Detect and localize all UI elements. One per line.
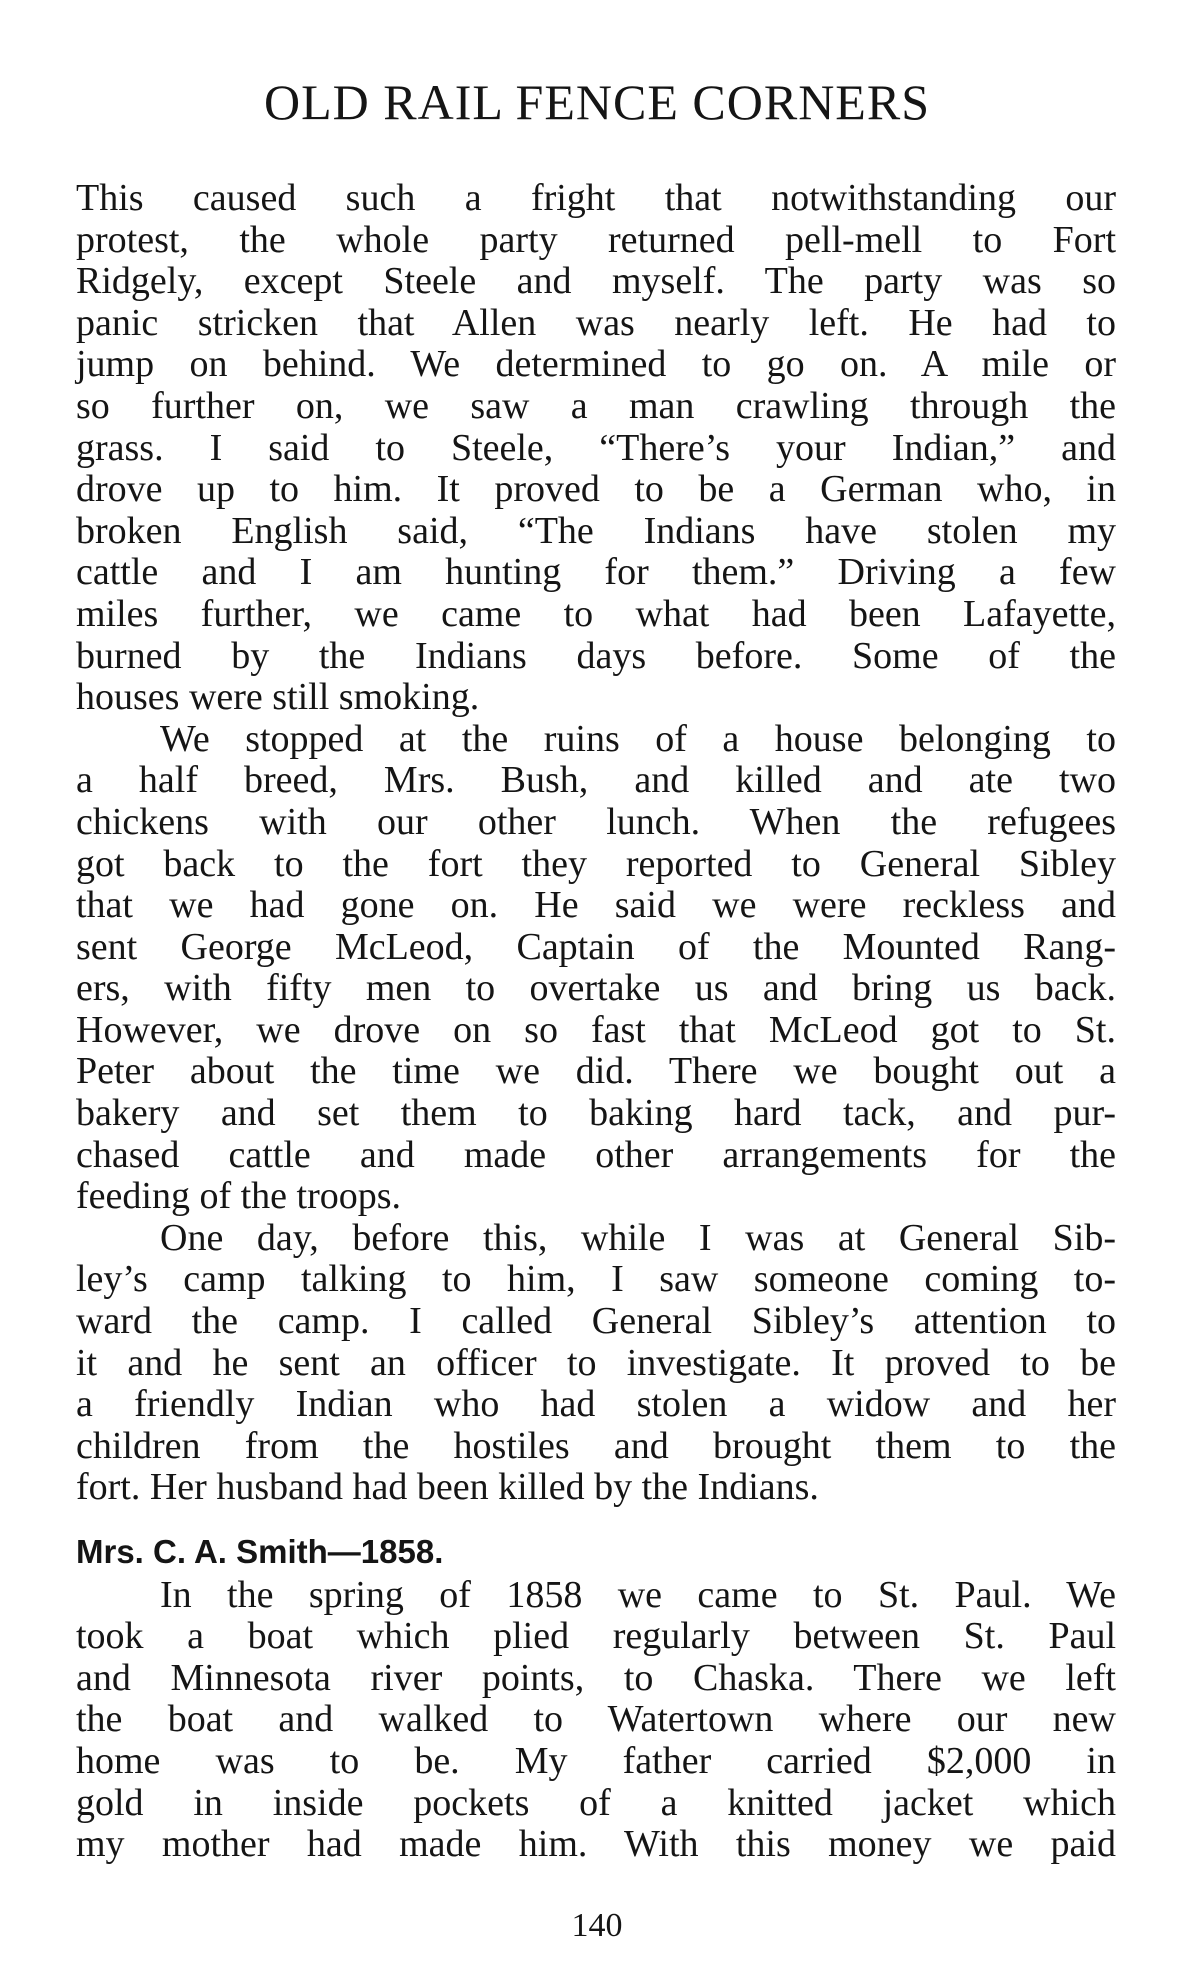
text-line: We stopped at the ruins of a house belonging to: [160, 717, 1116, 760]
text-line: sent George McLeod, Captain of the Mounted Rang-: [76, 925, 1116, 968]
text-line: ward the camp. I called General Sibley’s attention to: [76, 1300, 1116, 1343]
text-line: This caused such a fright that notwithstanding our: [76, 177, 1116, 219]
paragraph-2: [76, 719, 1116, 1218]
text-line: feeding of the troops.: [76, 1175, 402, 1218]
text-line: home was to be. My father carried $2,000 in: [76, 1739, 1116, 1782]
paragraph-3: [76, 1218, 1116, 1509]
text-line: and Minnesota river points, to Chaska. There we left: [76, 1656, 1116, 1699]
text-line: drove up to him. It proved to be a German who, in: [76, 468, 1116, 511]
text-line: grass. I said to Steele, “There’s your Indian,” and: [76, 426, 1116, 469]
text-line: chickens with our other lunch. When the refugees: [76, 800, 1116, 843]
text-line: jump on behind. We determined to go on. A mile or: [76, 343, 1116, 386]
text-line: ers, with fifty men to overtake us and bring us back.: [76, 967, 1116, 1010]
text-line: houses were still smoking.: [76, 676, 480, 719]
text-line: children from the hostiles and brought them to the: [76, 1424, 1116, 1467]
text-line: Ridgely, except Steele and myself. The party was so: [76, 260, 1116, 303]
text-line: protest, the whole party returned pell-mell to Fort: [76, 218, 1116, 261]
text-line: my mother had made him. With this money we paid: [76, 1823, 1116, 1866]
text-line: it and he sent an officer to investigate. It proved to be: [76, 1341, 1116, 1384]
text-line: so further on, we saw a man crawling through the: [76, 384, 1116, 427]
text-line: Peter about the time we did. There we bought out a: [76, 1050, 1116, 1093]
text-line: a half breed, Mrs. Bush, and killed and ate two: [76, 759, 1116, 802]
text-line: the boat and walked to Watertown where our new: [76, 1698, 1116, 1741]
text-line: chased cattle and made other arrangements for the: [76, 1133, 1116, 1176]
text-line: In the spring of 1858 we came to St. Paul. We: [160, 1573, 1116, 1616]
paragraph-4: [76, 1575, 1116, 1866]
text-line: got back to the fort they reported to General Sibley: [76, 842, 1116, 885]
page-number: 140: [571, 1907, 623, 1944]
text-line: fort. Her husband had been killed by the Indians.: [76, 1466, 819, 1509]
text-line: panic stricken that Allen was nearly left. He had to: [76, 301, 1116, 344]
running-title: OLD RAIL FENCE CORNERS: [263, 74, 931, 130]
body-text: [76, 178, 1116, 1866]
text-line: took a boat which plied regularly between St. Paul: [76, 1615, 1116, 1658]
text-line: miles further, we came to what had been Lafayette,: [76, 592, 1116, 635]
text-line: One day, before this, while I was at General Sib-: [160, 1216, 1116, 1259]
text-line: ley’s camp talking to him, I saw someone coming to-: [76, 1258, 1116, 1301]
text-line: cattle and I am hunting for them.” Driving a few: [76, 551, 1116, 594]
text-line: bakery and set them to baking hard tack, and pur-: [76, 1092, 1116, 1135]
text-line: However, we drove on so fast that McLeod got to St.: [76, 1008, 1116, 1051]
section-heading: Mrs. C. A. Smith—1858.: [76, 1533, 444, 1570]
text-line: that we had gone on. He said we were reckless and: [76, 884, 1116, 927]
text-line: a friendly Indian who had stolen a widow and her: [76, 1383, 1116, 1426]
text-line: burned by the Indians days before. Some of the: [76, 634, 1116, 677]
paragraph-1: [76, 178, 1116, 719]
text-line: broken English said, “The Indians have stolen my: [76, 509, 1116, 552]
text-line: gold in inside pockets of a knitted jacket which: [76, 1781, 1116, 1824]
